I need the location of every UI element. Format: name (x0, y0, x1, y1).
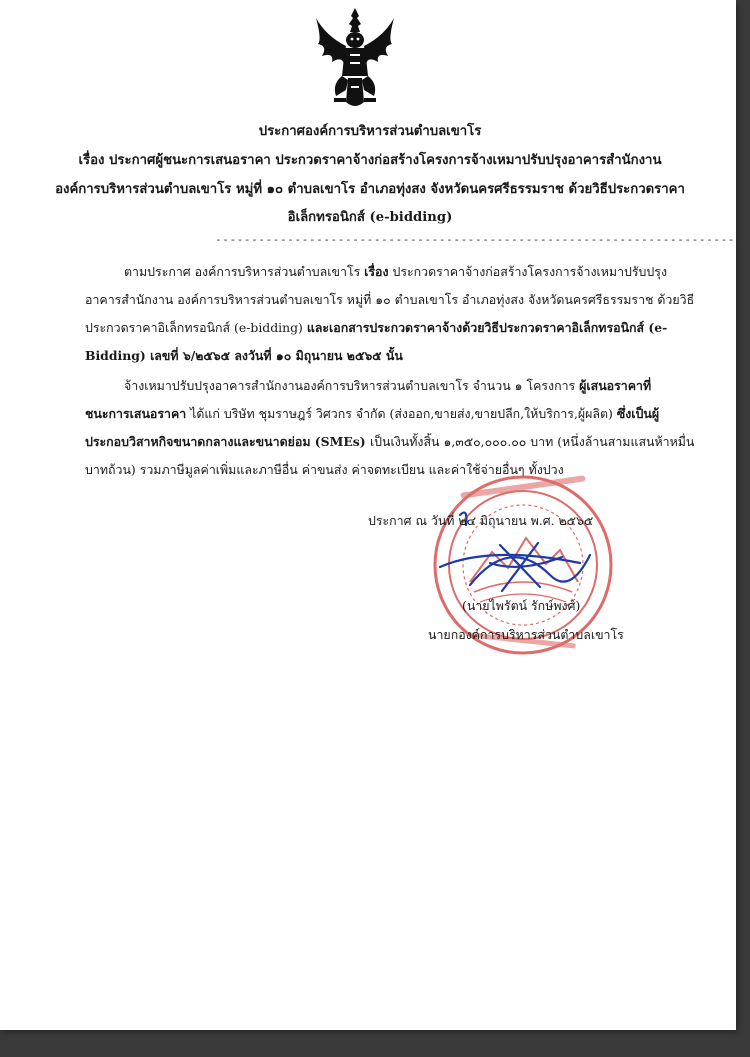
subject-label: เรื่อง (364, 264, 389, 279)
signatory-position: นายกองค์การบริหารส่วนตำบลเขาโร (428, 627, 624, 642)
text-segment: ตามประกาศ องค์การบริหารส่วนตำบลเขาโร (124, 264, 365, 279)
garuda-emblem-icon (312, 6, 398, 112)
body-paragraph-1-line-4: Bidding) เลขที่ ๖/๒๕๖๕ ลงวันที่ ๑๐ มิถุนายน ๒๕๖๕ นั้น (85, 348, 403, 363)
body-paragraph-2-line-1 (124, 372, 651, 400)
subject-line-3: อิเล็กทรอนิกส์ (e-bidding) (287, 210, 453, 225)
body-paragraph-2-line-2 (85, 400, 659, 428)
body-paragraph-1-line-1 (124, 258, 667, 286)
text-segment-bold: ซึ่งเป็นผู้ (616, 406, 660, 421)
text-segment-bold: ประกอบวิสาหกิจขนาดกลางและขนาดย่อม (SMEs) (85, 434, 370, 449)
body-paragraph-1-line-3 (85, 314, 667, 342)
body-paragraph-2-line-3 (85, 428, 694, 456)
winner-label-2: ชนะการเสนอราคา (85, 406, 187, 421)
text-segment: จ้างเหมาปรับปรุงอาคารสำนักงานองค์การบริหารส่วนตำบลเขาโร จำนวน ๑ โครงการ (124, 378, 580, 393)
signatory-name: (นายไพรัตน์ รักษ์พงศ์) (462, 598, 581, 613)
subject-line: เรื่อง ประกาศผู้ชนะการเสนอราคา ประกวดราคาจ้างก่อสร้างโครงการจ้างเหมาปรับปรุงอาคารสำนักงาน (78, 153, 662, 168)
text-segment-bold: และเอกสารประกวดราคาจ้างด้วยวิธีประกวดราคาอิเล็กทรอนิกส์ (e- (306, 320, 668, 335)
text-segment: ได้แก่ บริษัท ชุมราษฎร์ วิศวกร จำกัด (ส่งออก,ขายส่ง,ขายปลีก,ให้บริการ,ผู้ผลิต) (186, 406, 617, 421)
announcement-title: ประกาศองค์การบริหารส่วนตำบลเขาโร (258, 124, 482, 139)
announcement-date: ประกาศ ณ วันที่ ๒๔ มิถุนายน พ.ศ. ๒๕๖๕ (368, 513, 594, 528)
amount-text: เป็นเงินทั้งสิ้น ๑,๓๕๐,๐๐๐.๐๐ บาท (หนึ่งล้านสามแสนห้าหมื่น (369, 434, 695, 449)
subject-line-2: องค์การบริหารส่วนตำบลเขาโร หมู่ที่ ๑๐ ตำบลเขาโร อำเภอทุ่งสง จังหวัดนครศรีธรรมราช ด้วยวิธีประกวดราคา (55, 182, 685, 197)
divider-line: -------------------------------------------------------------------------- (215, 233, 750, 246)
winner-label: ผู้เสนอราคาที่ (579, 378, 652, 393)
text-segment: ประกวดราคาจ้างก่อสร้างโครงการจ้างเหมาปรับปรุง (388, 264, 667, 279)
body-paragraph-1-line-2: อาคารสำนักงาน องค์การบริหารส่วนตำบลเขาโร หมู่ที่ ๑๐ ตำบลเขาโร อำเภอทุ่งสง จังหวัดนครศรีธรรมราช ด้วยวิธี (85, 292, 695, 307)
body-paragraph-2-line-4: บาทถ้วน) รวมภาษีมูลค่าเพิ่มและภาษีอื่น ค่าขนส่ง ค่าจดทะเบียน และค่าใช้จ่ายอื่นๆ ทั้งปวง (85, 462, 564, 477)
text-segment: ประกวดราคาอิเล็กทรอนิกส์ (e-bidding) (85, 320, 307, 335)
